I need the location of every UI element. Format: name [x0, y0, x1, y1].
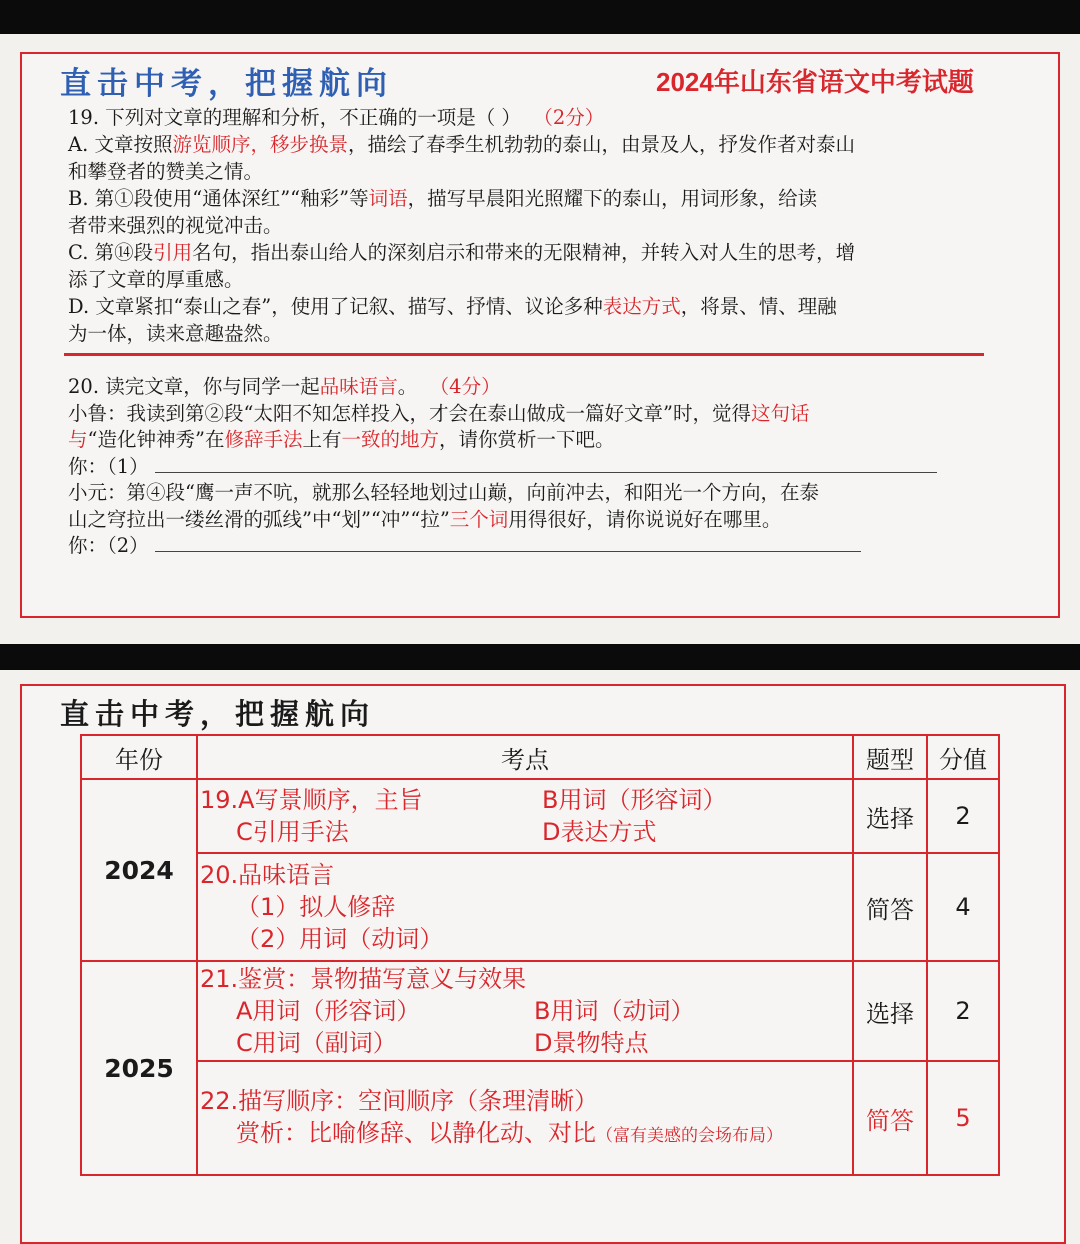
score-cell: 4 — [927, 853, 999, 961]
table-row — [81, 961, 999, 1061]
point-cell: 19.A写景顺序，主旨 B用词（形容词） C引用手法 D表达方式 — [197, 779, 853, 853]
summary-heading: 直击中考，把握航向 — [60, 697, 376, 731]
q20-xiaolu-cont: 与“造化钟神秀”在修辞手法上有一致的地方，请你赏析一下吧。 — [68, 428, 615, 451]
year-cell: 2025 — [81, 961, 197, 1175]
score-cell: 2 — [927, 779, 999, 853]
q19-option-c-cont: 添了文章的厚重感。 — [68, 268, 244, 291]
q19-option-a: A. 文章按照游览顺序，移步换景，描绘了春季生机勃勃的泰山，由景及人，抒发作者对泰山 — [68, 133, 856, 156]
table-row — [81, 779, 999, 853]
type-cell: 简答 — [853, 1061, 927, 1175]
q19-stem: 19. 下列对文章的理解和分析，不正确的一项是（ ） （2分） — [68, 106, 605, 129]
type-cell: 简答 — [853, 853, 927, 961]
table-header-row — [81, 735, 999, 779]
answer-blank-1[interactable] — [155, 454, 937, 473]
point-cell: 22.描写顺序：空间顺序（条理清晰） 赏析：比喻修辞、以静化动、对比（富有美感的会场布局） — [197, 1061, 853, 1175]
question-divider — [64, 353, 984, 356]
q19-option-d-cont: 为一体，读来意趣盎然。 — [68, 322, 283, 345]
table-row — [81, 853, 999, 961]
col-header-score: 分值 — [927, 735, 999, 779]
q20-answer-2: 你：（2） — [68, 533, 980, 560]
q20-xiaoyuan-cont: 山之穹拉出一缕丝滑的弧线”中“划”“冲”“拉”三个词用得很好，请你说说好在哪里。 — [68, 507, 782, 531]
q19-option-d: D. 文章紧扣“泰山之春”，使用了记叙、描写、抒情、议论多种表达方式，将景、情、理融 — [68, 295, 837, 318]
year-cell: 2024 — [81, 779, 197, 961]
top-black-bar — [0, 0, 1080, 34]
panel-heading: 直击中考，把握航向 — [60, 66, 393, 102]
point-cell: 21.鉴赏：景物描写意义与效果 A用词（形容词） B用词（动词） C用词（副词） D景物特点 — [197, 961, 853, 1061]
q19-option-b-cont: 者带来强烈的视觉冲击。 — [68, 214, 283, 237]
table-row — [81, 1061, 999, 1175]
type-cell: 选择 — [853, 779, 927, 853]
col-header-type: 题型 — [853, 735, 927, 779]
col-header-year: 年份 — [81, 735, 197, 779]
type-cell: 选择 — [853, 961, 927, 1061]
middle-black-bar — [0, 644, 1080, 670]
col-header-point: 考点 — [197, 735, 853, 779]
q20-points: （4分） — [429, 375, 501, 398]
point-cell: 20.品味语言 （1）拟人修辞 （2）用词（动词） — [197, 853, 853, 961]
q19-option-c: C. 第⑭段引用名句，指出泰山给人的深刻启示和带来的无限精神，并转入对人生的思考，增 — [68, 241, 856, 264]
q19-option-b: B. 第①段使用“通体深红”“釉彩”等词语，描写早晨阳光照耀下的泰山，用词形象，给读 — [68, 187, 818, 210]
q19-option-a-cont: 和攀登者的赞美之情。 — [68, 160, 264, 183]
exam-point-table — [80, 734, 1000, 1176]
q20-answer-1: 你：（1） — [68, 454, 980, 481]
q20-xiaolu: 小鲁：我读到第②段“太阳不知怎样投入，才会在泰山做成一篇好文章”时，觉得这句话 — [68, 401, 810, 425]
answer-blank-2[interactable] — [155, 533, 861, 552]
question-19 — [68, 104, 980, 347]
score-cell: 5 — [927, 1061, 999, 1175]
q20-xiaoyuan: 小元：第④段“鹰一声不吭，就那么轻轻地划过山巅，向前冲去，和阳光一个方向，在泰 — [68, 481, 819, 504]
exam-title: 2024年山东省语文中考试题 — [656, 67, 974, 97]
question-20 — [68, 374, 980, 560]
q20-stem: 20. 读完文章，你与同学一起品味语言。 （4分） — [68, 375, 501, 398]
q19-points: （2分） — [533, 106, 605, 129]
score-cell: 2 — [927, 961, 999, 1061]
